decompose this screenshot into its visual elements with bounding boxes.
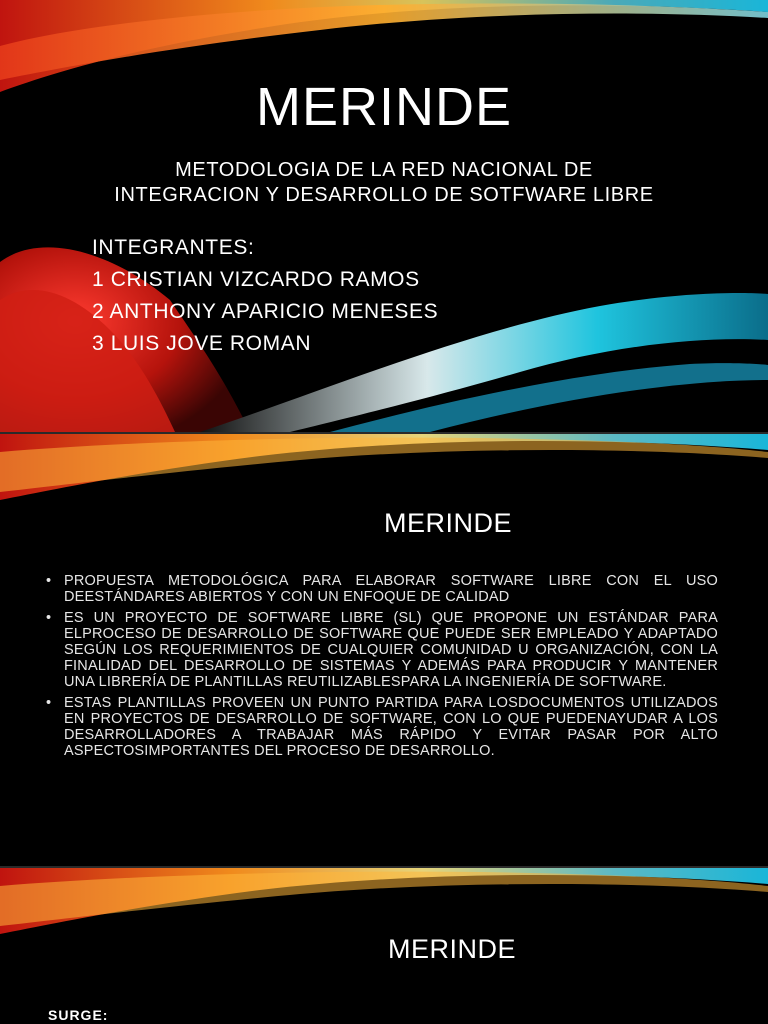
list-item [46,610,718,690]
content-slide [0,868,768,1024]
members-heading: INTEGRANTES: [92,236,255,259]
bullet-text: ESTAS PLANTILLAS PROVEEN UN PUNTO PARTIDA PARA LOSDOCUMENTOS UTILIZADOS EN PROYECTOS DE DESARROLLO DE SOFTWARE, CON LO QUE PUEDENAYUDAR A LOS DESARROLLADORES A TRABAJAR MÁS RÁPIDO Y EVITAR PASAR POR ALTO ASPECTOSIMPORTANTES DEL PROCESO DE DESARROLLO. [64,695,718,759]
content-slide [0,434,768,866]
member-item: 3 LUIS JOVE ROMAN [92,332,312,355]
bullet-dot-icon: • [46,610,52,626]
title-slide [0,0,768,432]
wave-decoration [0,0,768,432]
member-item: 1 CRISTIAN VIZCARDO RAMOS [92,268,420,291]
bullet-dot-icon: • [46,695,52,711]
subtitle-line-2: INTEGRACION Y DESARROLLO DE SOTFWARE LIBRE [114,184,654,206]
subtitle-line-1: METODOLOGIA DE LA RED NACIONAL DE [175,159,593,181]
surge-label: SURGE [48,1007,103,1023]
surge-colon: : [102,1007,109,1023]
slide-title: MERINDE [388,934,517,964]
section-label [48,1007,108,1023]
slide-title: MERINDE [384,508,513,538]
bullet-text: ES UN PROYECTO DE SOFTWARE LIBRE (SL) QUE PROPONE UN ESTÁNDAR PARA ELPROCESO DE DESARROLLO DE SOFTWARE QUE PUEDE SER EMPLEADO Y ADAPTADO SEGÚN LOS REQUERIMIENTOS DE CUALQUIER COMUNIDAD U ORGANIZACIÓN, CON LA FINALIDAD DEL DESARROLLO DE SISTEMAS Y ADEMÁS PARA PRODUCIR Y MANTENER UNA LIBRERÍA DE PLANTILLAS REUTILIZABLESPARA LA INGENIERÍA DE SOFTWARE. [64,610,718,690]
wave-decoration [0,868,768,948]
member-item: 2 ANTHONY APARICIO MENESES [92,300,439,323]
wave-decoration [0,434,768,514]
bullet-dot-icon: • [46,573,52,589]
list-item [46,573,718,605]
slide-subtitle [90,158,678,208]
bullet-list [46,573,718,764]
slide-title: MERINDE [255,77,512,137]
bullet-text: PROPUESTA METODOLÓGICA PARA ELABORAR SOFTWARE LIBRE CON EL USO DEESTÁNDARES ABIERTOS Y CON UN ENFOQUE DE CALIDAD [64,573,718,605]
list-item [46,695,718,759]
members-list [92,232,438,360]
